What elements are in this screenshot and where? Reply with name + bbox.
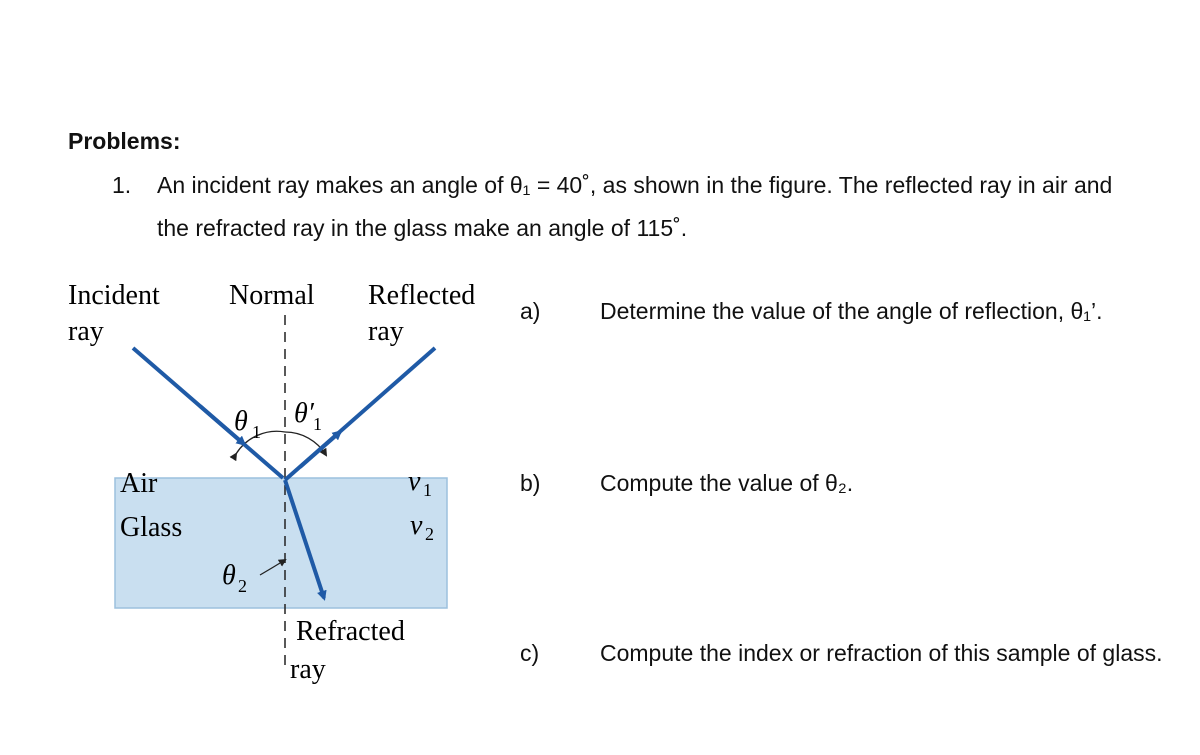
glass-block [115,478,447,608]
svg-text:θ′: θ′ [294,398,314,429]
svg-text:θ: θ [234,406,248,437]
svg-text:1: 1 [423,480,432,500]
svg-text:1: 1 [252,422,261,442]
theta1-label [234,406,261,442]
svg-text:v: v [408,466,421,497]
svg-text:2: 2 [238,576,247,596]
problem-number: 1. [112,172,132,198]
normal-label: Normal [229,280,315,311]
reflected-label-line1: Reflected [368,280,476,311]
air-label: Air [120,468,158,499]
refracted-label-line1: Refracted [296,616,405,647]
svg-text:2: 2 [425,524,434,544]
problems-heading: Problems: [68,128,181,154]
problem-statement-line-2: the refracted ray in the glass make an angle of 115˚. [157,215,688,241]
incident-label-line1: Incident [68,280,160,311]
svg-text:v: v [410,510,423,541]
svg-text:θ: θ [222,560,236,591]
reflected-label-line2: ray [368,316,404,347]
question-c-text: Compute the index or refraction of this sample of glass. [600,640,1163,666]
svg-text:1: 1 [313,414,322,434]
refraction-figure [0,270,520,700]
question-b-text: Compute the value of θ₂. [600,470,854,496]
question-c-letter: c) [520,640,540,666]
question-b-letter: b) [520,470,541,496]
question-a-letter: a) [520,298,541,324]
refracted-label-line2: ray [290,654,326,685]
theta1-prime-label [294,398,322,434]
glass-label: Glass [120,512,183,543]
incident-label-line2: ray [68,316,104,347]
v1-label [408,466,432,500]
question-a-text: Determine the value of the angle of reflection, θ₁’. [600,298,1103,324]
problem-statement-line-1: An incident ray makes an angle of θ₁ = 40˚, as shown in the figure. The reflected ray in air and [157,172,1113,198]
